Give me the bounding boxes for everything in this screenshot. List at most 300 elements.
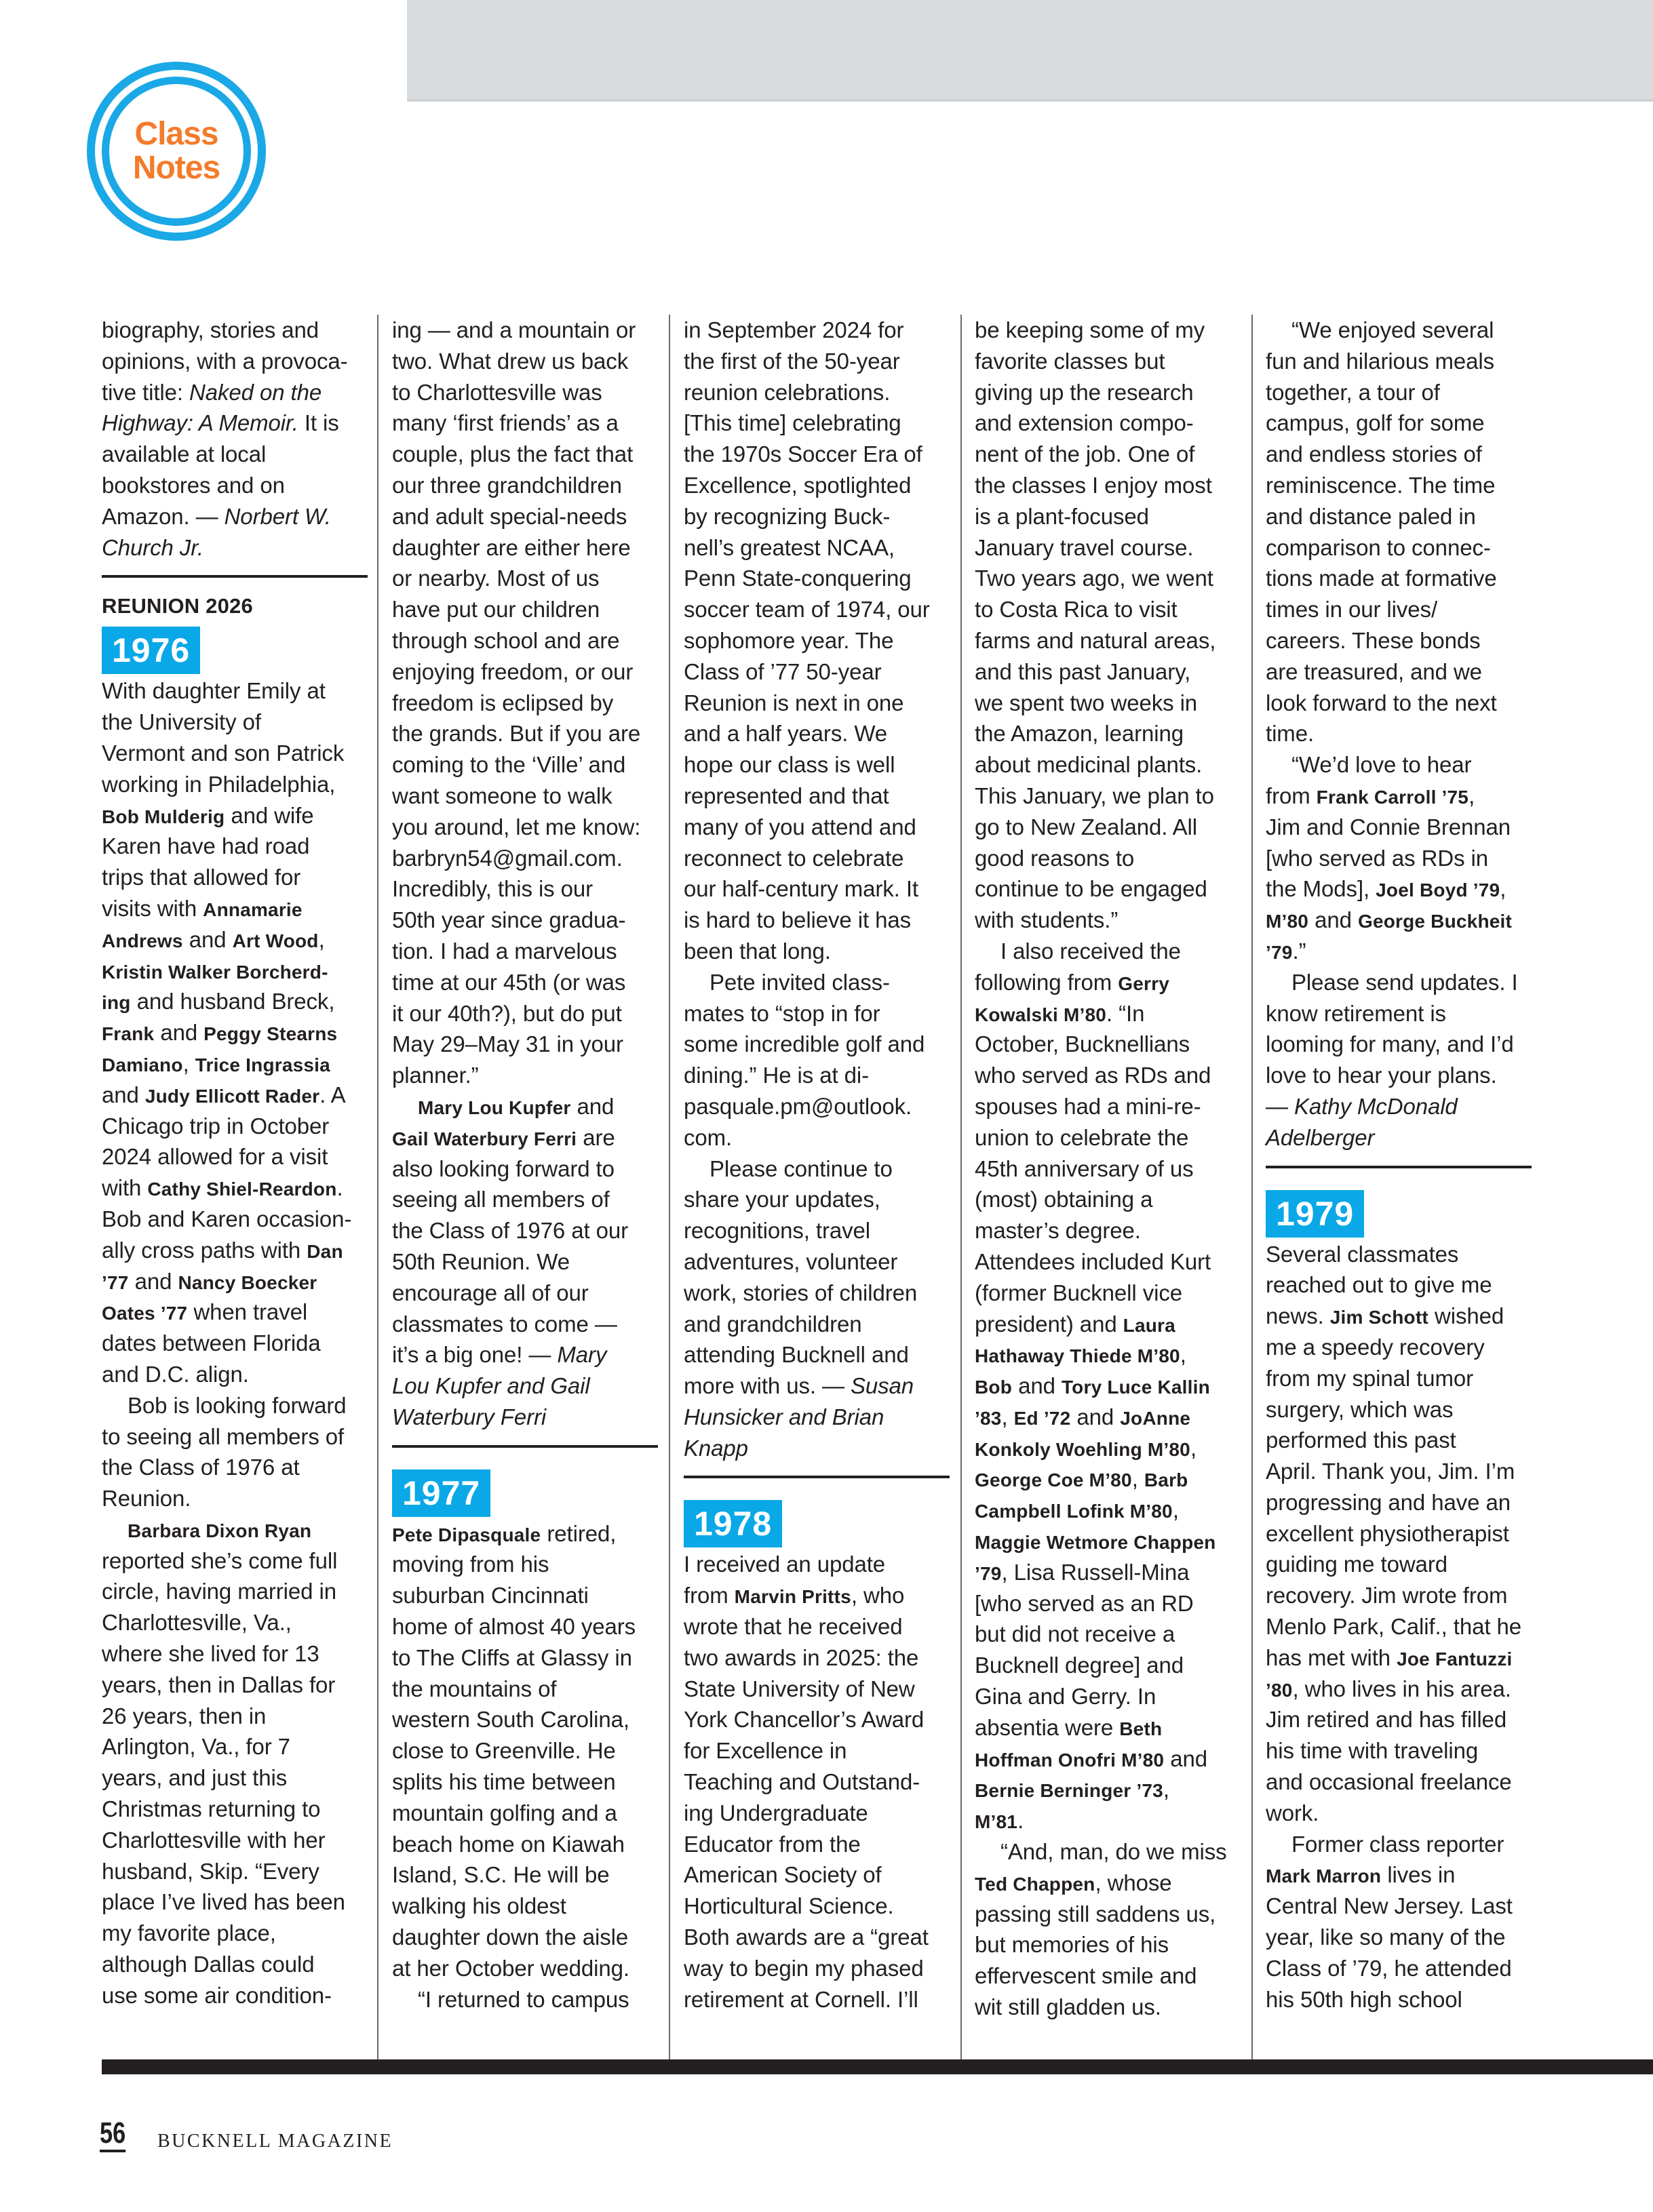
text-line	[975, 749, 1243, 781]
text-line	[102, 1048, 370, 1080]
text-line	[1266, 1859, 1534, 1891]
page-number: 56	[100, 2117, 125, 2152]
text-line	[975, 1433, 1243, 1464]
body-text: Island, S.C. He will be	[392, 1862, 610, 1888]
body-text: to The Cliffs at Glassy in	[392, 1644, 632, 1670]
body-text: [who served as an RD	[975, 1590, 1194, 1616]
body-text: Bucknell degree] and	[975, 1653, 1184, 1678]
body-text: biography, stories and	[102, 317, 319, 342]
body-text: ing — and a mountain or	[392, 317, 636, 342]
text-line	[975, 1992, 1243, 2023]
body-text: “And, man, do we miss	[1000, 1839, 1227, 1865]
body-text: but memories of his	[975, 1932, 1169, 1958]
text-line	[975, 1091, 1243, 1122]
text-line	[975, 501, 1243, 532]
body-text: be keeping some of my	[975, 317, 1205, 342]
body-text: Jim retired and has filled	[1266, 1707, 1507, 1733]
alumni-name: Art Wood	[232, 930, 319, 951]
text-line	[392, 1309, 660, 1340]
body-text: York Chancellor’s Award	[684, 1707, 925, 1733]
text-line	[102, 1670, 370, 1701]
text-line	[102, 1452, 370, 1483]
body-text: me a speedy recovery	[1266, 1334, 1485, 1360]
text-line	[392, 1953, 660, 1984]
body-text: it our 40th?), but do put	[392, 1000, 622, 1026]
text-line	[975, 1929, 1243, 1960]
text-line	[102, 1421, 370, 1453]
body-text: Class of ’79, he attended	[1266, 1955, 1512, 1981]
body-text: daughter down the aisle	[392, 1924, 629, 1950]
body-text: . “In	[1106, 1000, 1145, 1026]
body-text: hope our class is well	[684, 752, 895, 778]
text-line	[684, 998, 952, 1029]
body-text: ing Undergraduate	[684, 1800, 868, 1825]
body-text: and	[102, 1082, 145, 1107]
body-text: walking his oldest	[392, 1893, 566, 1919]
body-text: reminiscence. The time	[1266, 472, 1496, 498]
text-line	[102, 377, 370, 408]
text-line	[1266, 377, 1534, 408]
body-text: I also received the	[1000, 938, 1181, 964]
text-line	[102, 1266, 370, 1297]
text-line	[975, 1743, 1243, 1775]
body-text: his 50th high school	[1266, 1986, 1462, 2012]
text-line	[684, 439, 952, 470]
body-text: Menlo Park, Calif., that he	[1266, 1614, 1521, 1640]
body-text: Reunion is next in one	[684, 690, 904, 715]
text-line	[975, 781, 1243, 812]
text-line	[392, 1829, 660, 1860]
section-divider-rule	[102, 575, 368, 578]
body-text: ,	[1163, 1777, 1169, 1802]
body-text: ,	[1001, 1404, 1014, 1429]
body-text: the Class of 1976 at our	[392, 1218, 628, 1244]
text-line	[1266, 905, 1534, 936]
text-line	[684, 470, 952, 501]
body-text: although Dallas could	[102, 1952, 315, 1977]
text-line	[1266, 1269, 1534, 1301]
text-line	[392, 812, 660, 843]
text-line	[684, 1184, 952, 1215]
section-divider-rule	[684, 1476, 950, 1478]
body-text: year, like so many of the	[1266, 1924, 1506, 1950]
text-line	[975, 688, 1243, 719]
body-text: years, and just this	[102, 1765, 288, 1791]
text-line	[684, 718, 952, 749]
text-line	[102, 1359, 370, 1390]
body-text: more with us. —	[684, 1373, 851, 1399]
text-line	[975, 470, 1243, 501]
text-line	[392, 1246, 660, 1278]
text-line	[684, 873, 952, 905]
alumni-name: Peggy Stearns	[203, 1023, 338, 1045]
text-line	[1266, 470, 1534, 501]
body-text: or nearby. Most of us	[392, 566, 600, 591]
body-text: performed this past	[1266, 1427, 1456, 1453]
alumni-name: Barbara Dixon Ryan	[128, 1520, 312, 1541]
body-text: available at local	[102, 441, 267, 467]
text-line	[1266, 625, 1534, 656]
body-text: our half-century mark. It	[684, 876, 918, 902]
body-text: and grandchildren	[684, 1311, 862, 1337]
alumni-name: Jim Schott	[1329, 1307, 1428, 1328]
body-text: This January, we plan to	[975, 783, 1214, 808]
alumni-name: Campbell Lofink M’80	[975, 1501, 1173, 1522]
body-text: Pete invited class-	[709, 969, 890, 995]
text-line	[975, 1215, 1243, 1246]
body-text: reconnect to celebrate	[684, 845, 904, 871]
text-line	[1266, 967, 1534, 998]
text-line	[102, 924, 370, 955]
body-text: Gina and Gerry. In	[975, 1684, 1156, 1710]
body-text: moving from his	[392, 1552, 549, 1577]
italic-text: Kathy McDonald	[1294, 1093, 1458, 1119]
body-text: Both awards are a “great	[684, 1924, 929, 1950]
class-year-label: 1979	[1266, 1190, 1364, 1238]
body-text: look forward to the next	[1266, 690, 1497, 715]
text-line	[975, 1868, 1243, 1899]
alumni-name: Marvin Pritts	[734, 1586, 851, 1608]
text-line	[102, 1825, 370, 1856]
text-line	[684, 1611, 952, 1642]
text-line	[684, 377, 952, 408]
text-line	[975, 1712, 1243, 1743]
alumni-name: ’77	[102, 1271, 129, 1293]
class-year-heading	[1266, 1183, 1534, 1239]
alumni-name: Ed ’72	[1013, 1407, 1071, 1429]
alumni-name: Konkoly Woehling M’80	[975, 1438, 1190, 1460]
body-text: want someone to walk	[392, 783, 612, 808]
body-text: , whose	[1095, 1870, 1172, 1895]
body-text: , Lisa Russell-Mina	[1001, 1559, 1190, 1585]
body-text: know retirement is	[1266, 1000, 1446, 1026]
body-text: Horticultural Science.	[684, 1893, 894, 1919]
body-text: and D.C. align.	[102, 1361, 249, 1387]
text-line	[684, 1122, 952, 1153]
body-text: husband, Skip. “Every	[102, 1858, 319, 1884]
alumni-name: Hoffman Onofri M’80	[975, 1749, 1165, 1771]
text-line	[975, 1278, 1243, 1309]
text-line	[1266, 563, 1534, 594]
text-line	[392, 1339, 660, 1370]
text-line	[975, 439, 1243, 470]
alumni-name: Mark Marron	[1266, 1865, 1382, 1887]
body-text: Karen have had road	[102, 833, 310, 859]
italic-text: Lou Kupfer and Gail	[392, 1373, 590, 1399]
text-line	[1266, 346, 1534, 377]
alumni-name: Hathaway Thiede M’80	[975, 1345, 1180, 1367]
text-line	[392, 1611, 660, 1642]
badge-label-line2: Notes	[132, 150, 220, 186]
text-line	[684, 1922, 952, 1953]
text-line	[1266, 1642, 1534, 1674]
body-text: classmates to come —	[392, 1311, 617, 1337]
alumni-name: ’83	[975, 1407, 1002, 1429]
body-text: opinions, with a provoca-	[102, 348, 348, 374]
body-text: union to celebrate the	[975, 1124, 1189, 1150]
text-line	[392, 1766, 660, 1798]
body-text: Excellence, spotlighted	[684, 472, 912, 498]
text-line	[684, 843, 952, 874]
body-text: many of you attend and	[684, 814, 916, 840]
text-line	[1266, 1332, 1534, 1363]
body-text: Teaching and Outstand-	[684, 1769, 920, 1795]
text-line	[1266, 1029, 1534, 1060]
text-line	[684, 408, 952, 439]
body-text: ,	[318, 926, 325, 952]
text-line	[684, 1370, 952, 1402]
body-text: ,	[1469, 783, 1475, 808]
text-line	[102, 893, 370, 924]
text-line	[1266, 1611, 1534, 1642]
alumni-name: Beth	[1119, 1718, 1163, 1739]
text-line	[684, 688, 952, 719]
body-text: time at our 45th (or was	[392, 969, 626, 995]
body-text: freedom is eclipsed by	[392, 690, 614, 715]
alumni-name: ’79	[975, 1562, 1002, 1584]
body-text: to Charlottesville was	[392, 379, 602, 405]
body-text: suburban Cincinnati	[392, 1583, 589, 1608]
text-line	[392, 1518, 660, 1549]
text-line	[1266, 1122, 1534, 1153]
text-line	[102, 831, 370, 862]
text-line	[975, 346, 1243, 377]
body-text: attending Bucknell and	[684, 1342, 909, 1368]
body-text: careers. These bonds	[1266, 627, 1481, 653]
text-line	[392, 532, 660, 564]
text-line	[1266, 1766, 1534, 1798]
body-text: adventures, volunteer	[684, 1248, 898, 1274]
body-text: [who served as RDs in	[1266, 845, 1489, 871]
text-line	[102, 955, 370, 987]
alumni-name: Dan	[307, 1240, 343, 1262]
text-line	[102, 1141, 370, 1172]
body-text: and	[1070, 1404, 1121, 1429]
text-line	[684, 936, 952, 967]
text-line	[102, 1545, 370, 1577]
class-year-label: 1976	[102, 627, 200, 674]
body-text: represented and that	[684, 783, 889, 808]
text-line	[102, 1080, 370, 1111]
body-text: , who	[851, 1583, 905, 1608]
body-text: but did not receive a	[975, 1621, 1175, 1647]
body-text: enjoying freedom, or our	[392, 658, 634, 684]
text-line	[1266, 315, 1534, 346]
body-text: ,	[1180, 1342, 1186, 1368]
text-line	[102, 800, 370, 831]
body-text: two. What drew us back	[392, 348, 629, 374]
body-text: Jim and Connie Brennan	[1266, 814, 1511, 840]
text-line	[392, 905, 660, 936]
text-line	[392, 563, 660, 594]
body-text: love to hear your plans.	[1266, 1063, 1497, 1088]
text-column-5	[1266, 315, 1534, 2015]
body-text: the University of	[102, 709, 261, 735]
body-text: fun and hilarious meals	[1266, 348, 1495, 374]
body-text: go to New Zealand. All	[975, 814, 1197, 840]
body-text: nent of the job. One of	[975, 441, 1195, 467]
class-year-label: 1977	[392, 1469, 490, 1517]
body-text: master’s degree.	[975, 1218, 1141, 1244]
body-text: surgery, which was	[1266, 1396, 1454, 1422]
body-text: giving up the research	[975, 379, 1194, 405]
column-divider	[1251, 315, 1253, 2061]
text-line	[392, 873, 660, 905]
body-text: the mountains of	[392, 1676, 557, 1701]
body-text: ,	[1131, 1466, 1144, 1492]
text-line	[684, 594, 952, 625]
body-text: tive title:	[102, 379, 190, 405]
text-line	[1266, 1953, 1534, 1984]
alumni-name: Ted Chappen	[975, 1873, 1095, 1895]
alumni-name: Trice Ingrassia	[195, 1054, 330, 1075]
body-text: ,	[1500, 876, 1506, 902]
class-notes-badge	[87, 62, 266, 241]
alumni-name: Laura	[1123, 1314, 1175, 1336]
text-line	[684, 1798, 952, 1829]
body-text: when travel	[187, 1299, 308, 1325]
text-line	[102, 408, 370, 439]
text-line	[102, 1701, 370, 1732]
alumni-name: Judy Ellicott Rader	[144, 1085, 320, 1107]
text-line	[975, 1805, 1243, 1836]
badge-label-line1: Class	[134, 116, 218, 152]
body-text: wit still gladden us.	[975, 1994, 1161, 2020]
text-line	[102, 1172, 370, 1204]
text-line	[392, 1215, 660, 1246]
text-line	[684, 967, 952, 998]
text-line	[975, 1526, 1243, 1557]
text-line	[102, 769, 370, 800]
text-line	[1266, 1735, 1534, 1766]
body-text: favorite classes but	[975, 348, 1165, 374]
text-line	[102, 1794, 370, 1825]
body-text: trips that allowed for	[102, 865, 301, 890]
body-text: at her October wedding.	[392, 1955, 629, 1981]
text-line	[684, 749, 952, 781]
body-text: and a half years. We	[684, 721, 888, 747]
alumni-name: Cathy Shiel-Reardon	[147, 1179, 337, 1200]
text-column-3	[684, 315, 952, 2015]
text-line	[1266, 1798, 1534, 1829]
section-divider-rule	[1266, 1166, 1532, 1168]
body-text: my favorite place,	[102, 1920, 276, 1946]
body-text: to seeing all members of	[102, 1423, 345, 1449]
alumni-name: ’79	[1266, 941, 1293, 963]
text-line	[684, 1278, 952, 1309]
body-text: Chicago trip in October	[102, 1113, 330, 1139]
body-text: Amazon. —	[102, 503, 225, 529]
body-text: Please continue to	[709, 1156, 893, 1181]
italic-text: Adelberger	[1266, 1124, 1375, 1150]
body-text: his time with traveling	[1266, 1738, 1479, 1764]
text-line	[392, 656, 660, 688]
body-text: the Class of 1976 at	[102, 1455, 300, 1480]
body-text: seeing all members of	[392, 1187, 610, 1212]
body-text: and distance paled in	[1266, 503, 1476, 529]
body-text: ,	[1172, 1497, 1179, 1523]
text-line	[975, 905, 1243, 936]
alumni-name: Gerry	[1118, 972, 1169, 994]
body-text: [This time] celebrating	[684, 410, 901, 436]
body-text: State University of New	[684, 1676, 915, 1701]
text-line	[975, 408, 1243, 439]
text-line	[975, 873, 1243, 905]
text-line	[684, 1859, 952, 1891]
body-text: the classes I enjoy most	[975, 472, 1212, 498]
italic-text: Mary	[557, 1342, 607, 1368]
body-text: recognitions, travel	[684, 1218, 870, 1244]
alumni-name: Joe Fantuzzi	[1397, 1648, 1513, 1670]
text-line	[102, 1235, 370, 1266]
text-line	[684, 1953, 952, 1984]
text-line	[684, 1704, 952, 1735]
text-line	[392, 1580, 660, 1611]
alumni-name: ing	[102, 992, 131, 1014]
text-line	[975, 594, 1243, 625]
text-line	[684, 1433, 952, 1464]
text-line	[102, 1638, 370, 1670]
section-divider-rule	[392, 1445, 658, 1448]
text-line	[102, 1607, 370, 1638]
italic-text: Highway: A Memoir.	[102, 410, 298, 436]
text-line	[684, 1984, 952, 2015]
alumni-name: Kowalski M’80	[975, 1004, 1107, 1025]
body-text: western South Carolina,	[392, 1707, 629, 1733]
body-text: for Excellence in	[684, 1738, 847, 1764]
text-line	[684, 1642, 952, 1674]
body-text: and wife	[225, 802, 314, 828]
text-line	[975, 1122, 1243, 1153]
text-line	[975, 1836, 1243, 1868]
italic-text: Naked on the	[189, 379, 322, 405]
text-line	[392, 377, 660, 408]
alumni-name: ’80	[1266, 1679, 1293, 1701]
body-text: guiding me toward	[1266, 1552, 1447, 1577]
text-line	[684, 1549, 952, 1580]
text-line	[392, 625, 660, 656]
body-text: the Mods],	[1266, 876, 1376, 902]
body-text: times in our lives/	[1266, 597, 1438, 623]
text-line	[684, 1674, 952, 1705]
text-line	[392, 1091, 660, 1122]
body-text: Class of ’77 50-year	[684, 658, 882, 684]
body-text: May 29–May 31 in your	[392, 1031, 623, 1057]
text-line	[975, 1339, 1243, 1370]
body-text: is a plant-focused	[975, 503, 1149, 529]
body-text: and	[1308, 907, 1358, 933]
text-line	[1266, 688, 1534, 719]
text-line	[1266, 749, 1534, 781]
text-line	[1266, 1456, 1534, 1487]
text-line	[975, 1463, 1243, 1495]
text-line	[392, 408, 660, 439]
text-line	[1266, 843, 1534, 874]
body-text: .	[336, 1175, 343, 1201]
text-line	[392, 1122, 660, 1153]
text-line	[102, 675, 370, 707]
text-line	[392, 1891, 660, 1922]
body-text: wished	[1428, 1303, 1504, 1329]
text-line	[1266, 408, 1534, 439]
text-line	[975, 1557, 1243, 1588]
body-text: Christmas returning to	[102, 1796, 321, 1822]
text-line	[684, 501, 952, 532]
body-text: use some air condition-	[102, 1982, 332, 2008]
alumni-name: Andrews	[102, 930, 183, 951]
text-line	[1266, 1301, 1534, 1332]
text-line	[684, 532, 952, 564]
